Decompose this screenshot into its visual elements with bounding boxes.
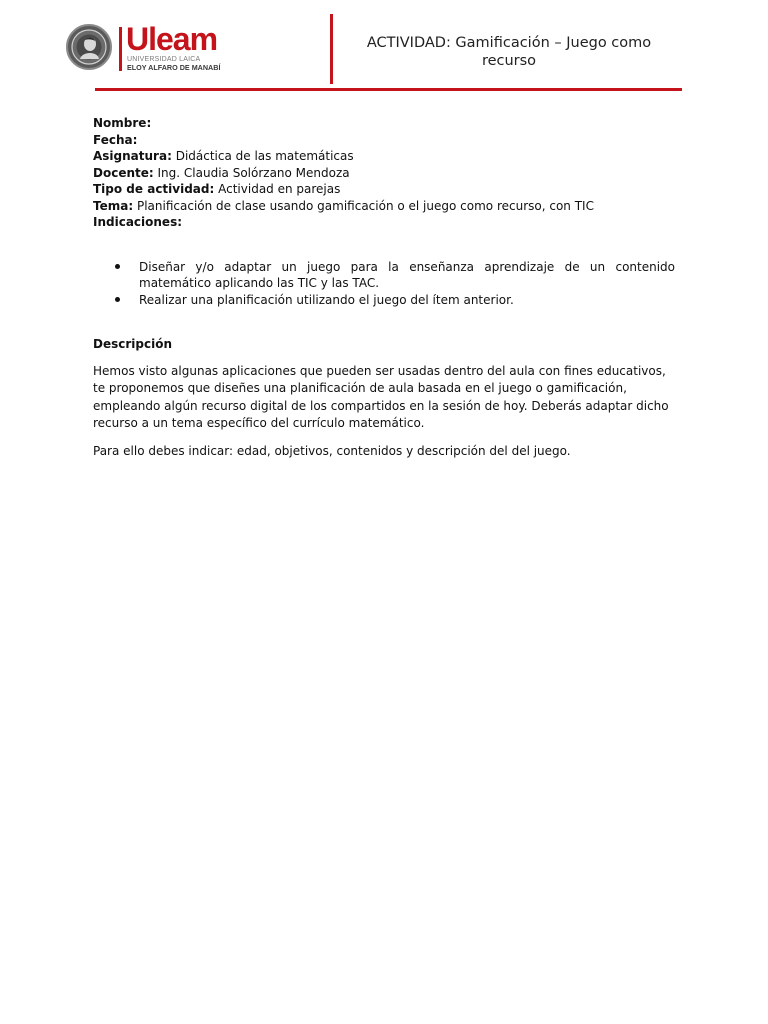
field-value: Ing. Claudia Solórzano Mendoza bbox=[157, 165, 350, 180]
document-header bbox=[0, 0, 768, 96]
field-value: Planificación de clase usando gamificación o el juego como recurso, con TIC bbox=[136, 198, 594, 213]
bullet-icon bbox=[115, 264, 120, 269]
document-body bbox=[93, 115, 675, 459]
descripcion-heading: Descripción bbox=[93, 337, 172, 351]
list-item-text: Diseñar y/o adaptar un juego para la enseñanza aprendizaje de un contenido matemático aplicando las TIC y las TAC. bbox=[139, 259, 675, 290]
logo-divider bbox=[119, 27, 122, 71]
field-asignatura bbox=[93, 148, 675, 165]
field-tema bbox=[93, 198, 675, 215]
field-label: Fecha: bbox=[93, 132, 138, 147]
descripcion-paragraph: Hemos visto algunas aplicaciones que pueden ser usadas dentro del aula con fines educativos, te proponemos que diseñes una planificación de aula basada en el juego o gamificación, empleando algún recurso digital de los compartidos en la sesión de hoy. Deberás adaptar dicho recurso a un tema específico del currículo matemático. bbox=[93, 363, 669, 430]
logo-subtitle-line1: UNIVERSIDAD LAICA bbox=[127, 56, 201, 63]
uleam-logo bbox=[64, 22, 244, 76]
field-indicaciones bbox=[93, 214, 675, 231]
field-label: Indicaciones: bbox=[93, 215, 183, 229]
field-value: Didáctica de las matemáticas bbox=[175, 149, 354, 163]
field-tipo-actividad bbox=[93, 181, 675, 198]
field-label: Docente: bbox=[93, 165, 154, 180]
field-fecha bbox=[93, 132, 675, 149]
header-horizontal-rule bbox=[95, 88, 682, 91]
header-vertical-divider bbox=[330, 14, 333, 84]
activity-title: ACTIVIDAD: Gamificación – Juego como recurso bbox=[366, 35, 652, 69]
field-label: Tipo de actividad: bbox=[93, 182, 215, 196]
bullet-icon bbox=[115, 297, 120, 302]
indicaciones-list bbox=[93, 259, 675, 309]
field-nombre bbox=[93, 115, 675, 132]
field-label: Tema: bbox=[93, 198, 134, 213]
logo-subtitle-line2: ELOY ALFARO DE MANABÍ bbox=[127, 63, 221, 72]
descripcion-paragraph-2: Para ello debes indicar: edad, objetivos, contenidos y descripción del del juego. bbox=[93, 443, 571, 458]
logo-wordmark: Uleam bbox=[126, 21, 218, 57]
list-item bbox=[93, 259, 675, 292]
field-label: Nombre: bbox=[93, 116, 152, 130]
field-value: Actividad en parejas bbox=[218, 182, 341, 196]
field-docente bbox=[93, 165, 675, 182]
university-seal-icon bbox=[66, 24, 112, 70]
list-item bbox=[93, 292, 675, 309]
list-item-text: Realizar una planificación utilizando el juego del ítem anterior. bbox=[139, 292, 514, 307]
field-label: Asignatura: bbox=[93, 149, 172, 163]
